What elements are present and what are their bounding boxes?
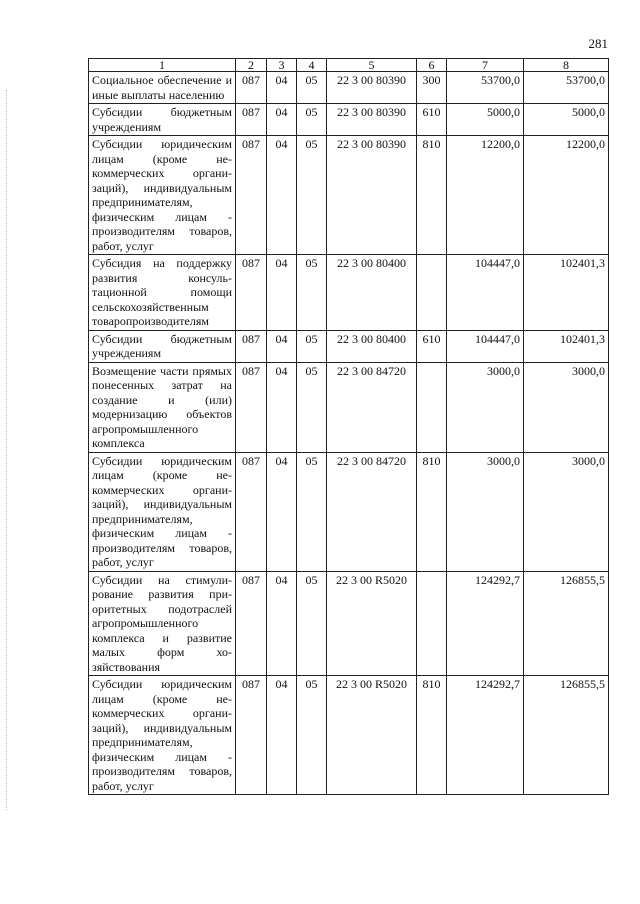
section-code: 04: [267, 104, 297, 136]
subsection-code: 05: [297, 330, 327, 362]
amount-year1: 3000,0: [447, 362, 524, 452]
expense-type-code: 810: [417, 452, 447, 571]
amount-year2: 3000,0: [524, 452, 609, 571]
row-name: Субсидии бюджетным учреждениям: [89, 330, 236, 362]
row-name: Субсидии юридическим лицам (кроме некоммерческих организаций), индивидуальным предпринимателям, физическим лицам - производителям товаров, работ, услуг: [89, 676, 236, 795]
column-header-8: 8: [524, 59, 609, 72]
table-row: [89, 362, 609, 452]
expense-type-code: [417, 362, 447, 452]
ministry-code: 087: [236, 330, 267, 362]
subsection-code: 05: [297, 72, 327, 104]
ministry-code: 087: [236, 676, 267, 795]
target-code: 22 3 00 84720: [327, 452, 417, 571]
subsection-code: 05: [297, 255, 327, 331]
amount-year1: 12200,0: [447, 136, 524, 255]
expense-type-code: 610: [417, 330, 447, 362]
row-name: Субсидия на поддержку развития консультационной помощи сельскохозяйственным товаропроизводителям: [89, 255, 236, 331]
amount-year1: 53700,0: [447, 72, 524, 104]
section-code: 04: [267, 136, 297, 255]
amount-year2: 53700,0: [524, 72, 609, 104]
column-header-3: 3: [267, 59, 297, 72]
row-name: Возмещение части прямых понесенных затрат на создание и (или) модернизацию объектов агропромышленного комплекса: [89, 362, 236, 452]
table-row: [89, 676, 609, 795]
section-code: 04: [267, 452, 297, 571]
target-code: 22 3 00 80390: [327, 72, 417, 104]
expense-type-code: 300: [417, 72, 447, 104]
table-row: [89, 452, 609, 571]
ministry-code: 087: [236, 255, 267, 331]
target-code: 22 3 00 R5020: [327, 676, 417, 795]
section-code: 04: [267, 330, 297, 362]
subsection-code: 05: [297, 676, 327, 795]
column-header-2: 2: [236, 59, 267, 72]
expense-type-code: 810: [417, 136, 447, 255]
header-row: [89, 59, 609, 72]
amount-year2: 3000,0: [524, 362, 609, 452]
table-row: [89, 104, 609, 136]
subsection-code: 05: [297, 362, 327, 452]
subsection-code: 05: [297, 136, 327, 255]
expense-type-code: 810: [417, 676, 447, 795]
subsection-code: 05: [297, 452, 327, 571]
subsection-code: 05: [297, 571, 327, 676]
table-row: [89, 72, 609, 104]
ministry-code: 087: [236, 72, 267, 104]
section-code: 04: [267, 362, 297, 452]
ministry-code: 087: [236, 452, 267, 571]
ministry-code: 087: [236, 571, 267, 676]
expense-type-code: [417, 571, 447, 676]
amount-year1: 124292,7: [447, 571, 524, 676]
page-number: 281: [588, 36, 608, 51]
column-header-6: 6: [417, 59, 447, 72]
amount-year2: 102401,3: [524, 255, 609, 331]
table-row: [89, 571, 609, 676]
ministry-code: 087: [236, 104, 267, 136]
target-code: 22 3 00 80400: [327, 330, 417, 362]
target-code: 22 3 00 80400: [327, 255, 417, 331]
section-code: 04: [267, 571, 297, 676]
column-header-4: 4: [297, 59, 327, 72]
row-name: Социальное обеспечение и иные выплаты населению: [89, 72, 236, 104]
column-header-1: 1: [89, 59, 236, 72]
amount-year2: 12200,0: [524, 136, 609, 255]
amount-year2: 102401,3: [524, 330, 609, 362]
expense-type-code: 610: [417, 104, 447, 136]
amount-year2: 126855,5: [524, 571, 609, 676]
amount-year1: 3000,0: [447, 452, 524, 571]
table-row: [89, 136, 609, 255]
row-name: Субсидии юридическим лицам (кроме некоммерческих организаций), индивидуальным предпринимателям, физическим лицам - производителям товаров, работ, услуг: [89, 452, 236, 571]
margin-marks: [6, 90, 11, 810]
target-code: 22 3 00 80390: [327, 136, 417, 255]
target-code: 22 3 00 R5020: [327, 571, 417, 676]
table-row: [89, 255, 609, 331]
ministry-code: 087: [236, 362, 267, 452]
column-header-7: 7: [447, 59, 524, 72]
section-code: 04: [267, 676, 297, 795]
row-name: Субсидии бюджетным учреждениям: [89, 104, 236, 136]
amount-year1: 104447,0: [447, 255, 524, 331]
ministry-code: 087: [236, 136, 267, 255]
target-code: 22 3 00 84720: [327, 362, 417, 452]
target-code: 22 3 00 80390: [327, 104, 417, 136]
amount-year1: 5000,0: [447, 104, 524, 136]
table-row: [89, 330, 609, 362]
column-header-5: 5: [327, 59, 417, 72]
row-name: Субсидии на стимулирование развития приоритетных подотраслей агропромышленного комплекса и развитие малых форм хозяйствования: [89, 571, 236, 676]
amount-year1: 104447,0: [447, 330, 524, 362]
expense-type-code: [417, 255, 447, 331]
budget-table: [88, 58, 609, 795]
section-code: 04: [267, 255, 297, 331]
section-code: 04: [267, 72, 297, 104]
amount-year2: 126855,5: [524, 676, 609, 795]
amount-year2: 5000,0: [524, 104, 609, 136]
amount-year1: 124292,7: [447, 676, 524, 795]
row-name: Субсидии юридическим лицам (кроме некоммерческих организаций), индивидуальным предпринимателям, физическим лицам - производителям товаров, работ, услуг: [89, 136, 236, 255]
subsection-code: 05: [297, 104, 327, 136]
